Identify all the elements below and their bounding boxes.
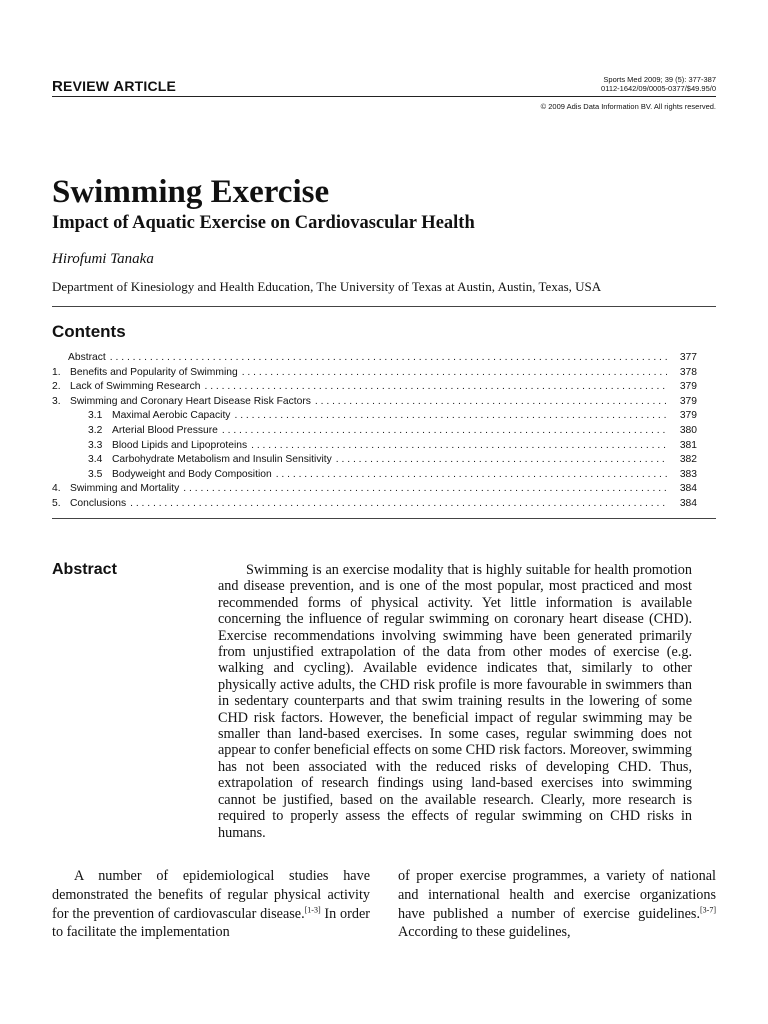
toc-leader-dots — [276, 469, 667, 480]
header-rule — [52, 96, 716, 97]
toc-leader-dots — [130, 498, 667, 509]
citation-ref[interactable]: [3-7] — [700, 904, 716, 914]
author-name: Hirofumi Tanaka — [52, 251, 154, 267]
toc-entry-title: Blood Lipids and Lipoproteins — [112, 439, 248, 451]
toc-entry-title: Conclusions — [70, 497, 127, 509]
toc-entry[interactable] — [52, 410, 697, 425]
toc-leader-dots — [110, 352, 667, 363]
toc-leader-dots — [251, 440, 667, 451]
toc-entry-title: Benefits and Popularity of Swimming — [70, 366, 238, 378]
toc-entry-number: 2. — [52, 381, 61, 393]
toc-entry-page: 384 — [679, 497, 697, 509]
toc-entry-number: 3.4 — [88, 454, 103, 466]
toc-leader-dots — [315, 396, 667, 407]
toc-entry[interactable] — [52, 352, 697, 367]
toc-entry-page: 379 — [679, 410, 697, 422]
table-of-contents — [52, 352, 697, 513]
title-rule — [52, 306, 716, 307]
abstract-heading: Abstract — [52, 561, 117, 578]
toc-entry[interactable] — [52, 425, 697, 440]
toc-entry[interactable] — [52, 454, 697, 469]
toc-entry-number: 1. — [52, 366, 61, 378]
toc-leader-dots — [242, 367, 667, 378]
toc-entry-number: 3. — [52, 395, 61, 407]
toc-entry-title: Arterial Blood Pressure — [112, 424, 218, 436]
body-column-left — [52, 867, 370, 942]
body-left-text: A number of epidemiological studies have demonstrated the benefits of regular physical activity for the prevention of cardiovascular disease. — [52, 868, 370, 922]
toc-leader-dots — [336, 454, 667, 465]
toc-entry-page: 379 — [679, 395, 697, 407]
toc-entry[interactable] — [52, 381, 697, 396]
toc-entry[interactable] — [52, 440, 697, 455]
body-right-text: of proper exercise programmes, a variety of national and international health and exercise organizations have published a number of exercise guidelines. — [398, 868, 716, 922]
article-subtitle: Impact of Aquatic Exercise on Cardiovascular Health — [52, 213, 475, 233]
toc-leader-dots — [222, 425, 667, 436]
author-affiliation: Department of Kinesiology and Health Education, The University of Texas at Austin, Austin, Texas, USA — [52, 279, 602, 294]
toc-entry-number: 3.1 — [88, 410, 103, 422]
toc-entry[interactable] — [52, 469, 697, 484]
toc-entry-title: Swimming and Coronary Heart Disease Risk Factors — [70, 395, 311, 407]
toc-entry-page: 380 — [679, 424, 697, 436]
contents-heading: Contents — [52, 322, 126, 341]
toc-leader-dots — [204, 381, 667, 392]
toc-entry-title: Lack of Swimming Research — [70, 381, 201, 393]
toc-entry[interactable] — [52, 367, 697, 382]
article-type-label: REVIEW ARTICLE — [52, 78, 177, 95]
toc-leader-dots — [183, 483, 667, 494]
toc-entry-number: 3.2 — [88, 424, 103, 436]
citation-line-2: 0112-1642/09/0005-0377/$49.95/0 — [601, 84, 716, 93]
toc-entry-page: 382 — [679, 454, 697, 466]
toc-entry-page: 383 — [679, 468, 697, 480]
toc-entry-page: 384 — [679, 483, 697, 495]
article-title: Swimming Exercise — [52, 174, 330, 210]
body-right-text-cont: According to these guidelines, — [398, 924, 571, 941]
toc-entry-number: 3.3 — [88, 439, 103, 451]
toc-entry[interactable] — [52, 483, 697, 498]
copyright-notice: © 2009 Adis Data Information BV. All rights reserved. — [540, 102, 716, 111]
toc-entry-page: 377 — [679, 352, 697, 363]
toc-entry-title: Bodyweight and Body Composition — [112, 468, 272, 480]
citation-line-1: Sports Med 2009; 39 (5): 377-387 — [603, 75, 716, 84]
toc-entry-page: 379 — [679, 381, 697, 393]
toc-entry[interactable] — [52, 396, 697, 411]
toc-entry-page: 381 — [679, 439, 697, 451]
toc-leader-dots — [234, 410, 667, 421]
toc-entry-title: Maximal Aerobic Capacity — [112, 410, 231, 422]
body-left-text-cont: In order to facilitate the implementation — [52, 905, 370, 941]
toc-entry-number: 5. — [52, 497, 61, 509]
toc-entry-title: Abstract — [68, 352, 106, 363]
abstract-text: Swimming is an exercise modality that is highly suitable for health promotion and disease prevention, and is one of the most popular, most practiced and most recommended forms of physical activity. Yet little information is available concerning the influence of regular swimming on coronary heart disease (CHD). Exercise recommendations involving swimming have been generated primarily from unjustified extrapolation of the data from other modes of exercise (e.g. walking and cycling). Available evidence indicates that, similarly to other physically active adults, the CHD risk profile is more favourable in swimmers than in sedentary counterparts and that swim training results in the lowering of some CHD risk factors. However, the beneficial impact of regular swimming may be smaller than land-based exercises. In some cases, regular swimming does not appear to confer beneficial effects on some CHD risk factors. Moreover, swimming has not been associated with the reduced risks of developing CHD. Thus, extrapolation of research findings using land-based exercises into swimming cannot be justified, based on the available research. Clearly, more research is required to properly assess the effects of regular swimming on CHD risks in humans. — [218, 562, 692, 841]
toc-entry[interactable] — [52, 498, 697, 513]
body-column-right — [398, 867, 716, 942]
toc-entry-title: Carbohydrate Metabolism and Insulin Sensitivity — [112, 454, 332, 466]
contents-rule — [52, 518, 716, 519]
toc-entry-title: Swimming and Mortality — [70, 483, 180, 495]
toc-entry-number: 4. — [52, 483, 61, 495]
citation-ref[interactable]: [1-3] — [304, 904, 321, 914]
toc-entry-number: 3.5 — [88, 468, 103, 480]
toc-entry-page: 378 — [679, 366, 697, 378]
